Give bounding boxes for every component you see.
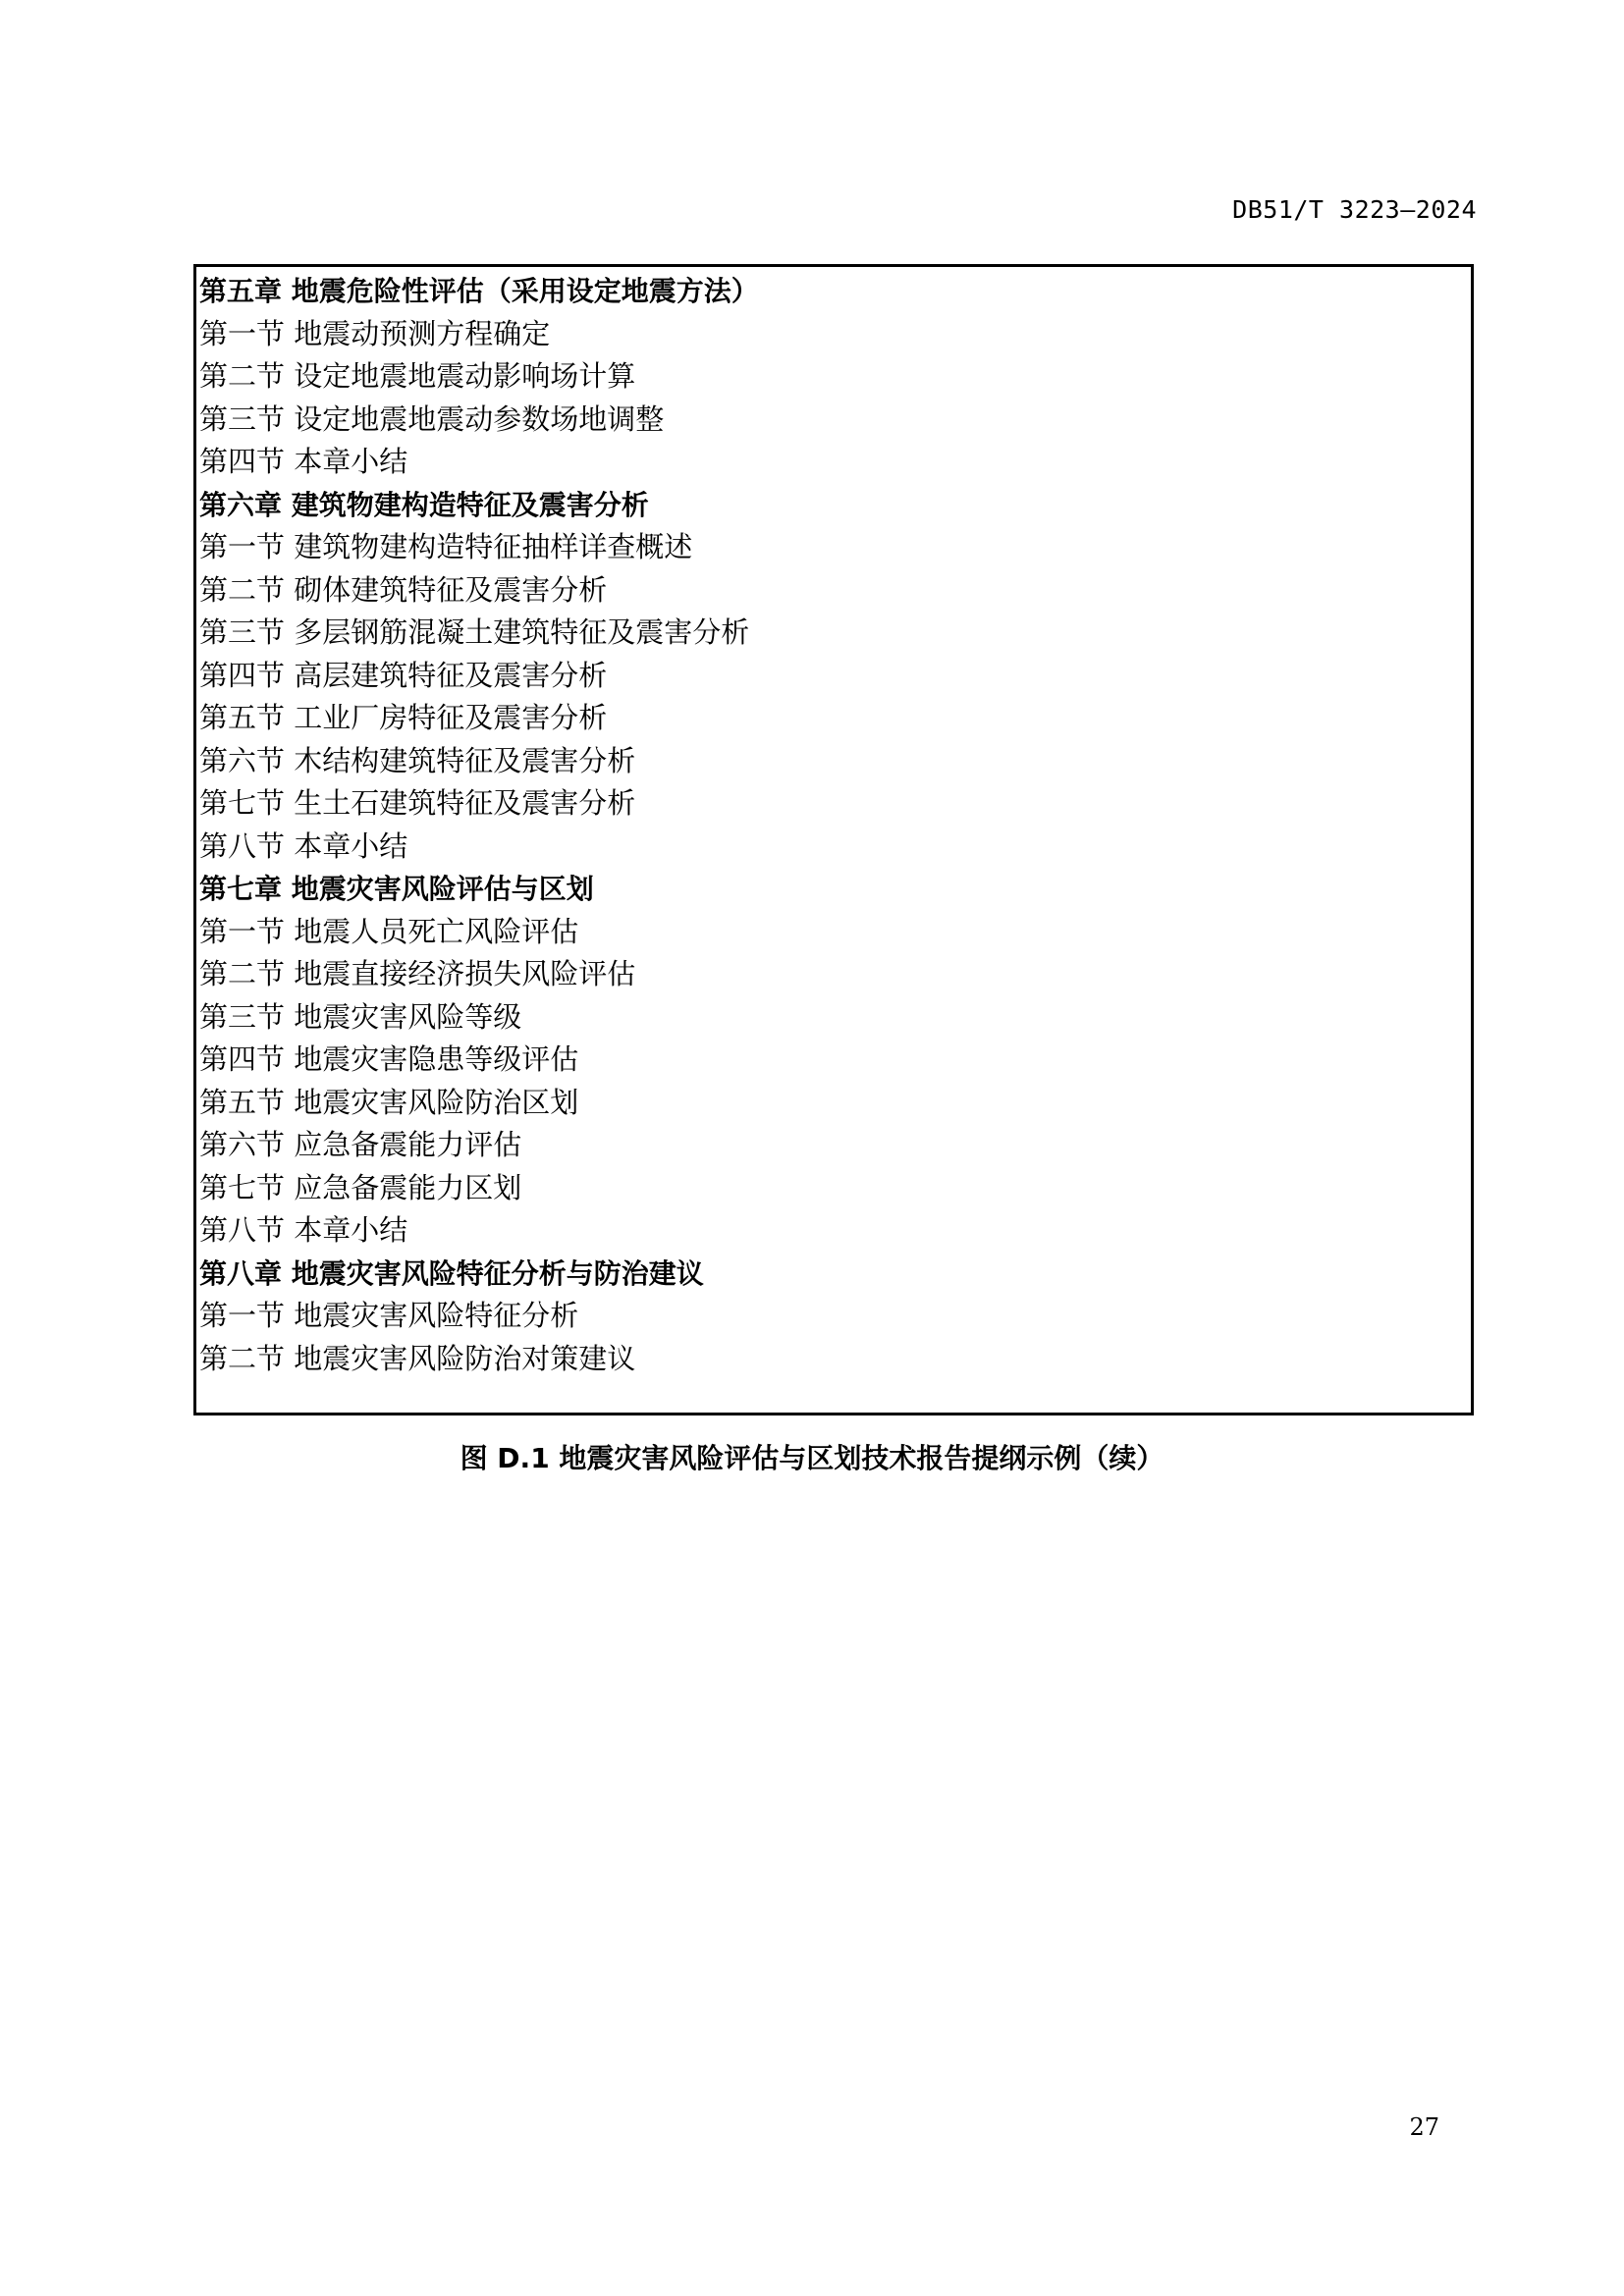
outline-section-item: 第四节 高层建筑特征及震害分析 bbox=[199, 658, 608, 692]
outline-section-item: 第四节 本章小结 bbox=[199, 445, 408, 478]
outline-section-item: 第六节 木结构建筑特征及震害分析 bbox=[199, 743, 636, 777]
outline-section-item: 第四节 地震灾害隐患等级评估 bbox=[199, 1042, 579, 1076]
outline-section-item: 第八节 本章小结 bbox=[199, 828, 408, 863]
outline-section-item: 第七节 应急备震能力区划 bbox=[199, 1170, 522, 1204]
outline-section-item: 第八节 本章小结 bbox=[199, 1213, 408, 1247]
outline-section-item: 第三节 设定地震地震动参数场地调整 bbox=[199, 401, 665, 436]
document-code: DB51/T 3223—2024 bbox=[1232, 195, 1477, 224]
outline-chapter-heading: 第五章 地震危险性评估（采用设定地震方法） bbox=[199, 275, 759, 307]
outline-section-item: 第二节 地震直接经济损失风险评估 bbox=[199, 957, 636, 990]
report-outline-box bbox=[193, 264, 1474, 1415]
outline-section-item: 第一节 地震人员死亡风险评估 bbox=[199, 914, 579, 948]
outline-section-item: 第二节 设定地震地震动影响场计算 bbox=[199, 359, 636, 393]
outline-chapter-heading: 第八章 地震灾害风险特征分析与防治建议 bbox=[199, 1256, 704, 1290]
outline-section-item: 第二节 地震灾害风险防治对策建议 bbox=[199, 1341, 636, 1375]
outline-section-item: 第一节 地震动预测方程确定 bbox=[199, 316, 551, 350]
outline-section-item: 第一节 建筑物建构造特征抽样详查概述 bbox=[199, 530, 693, 563]
figure-caption: 图 D.1 地震灾害风险评估与区划技术报告提纲示例（续） bbox=[460, 1442, 1164, 1474]
outline-section-item: 第三节 地震灾害风险等级 bbox=[199, 999, 522, 1034]
outline-section-item: 第一节 地震灾害风险特征分析 bbox=[199, 1299, 579, 1332]
outline-section-item: 第六节 应急备震能力评估 bbox=[199, 1128, 522, 1161]
outline-chapter-heading: 第六章 建筑物建构造特征及震害分析 bbox=[199, 488, 649, 521]
page-number: 27 bbox=[1409, 2113, 1439, 2141]
outline-section-item: 第三节 多层钢筋混凝土建筑特征及震害分析 bbox=[199, 615, 750, 649]
outline-section-item: 第七节 生土石建筑特征及震害分析 bbox=[199, 786, 636, 820]
outline-section-item: 第五节 工业厂房特征及震害分析 bbox=[199, 701, 608, 734]
outline-section-item: 第五节 地震灾害风险防治区划 bbox=[199, 1085, 579, 1119]
outline-section-item: 第二节 砌体建筑特征及震害分析 bbox=[199, 572, 608, 607]
outline-chapter-heading: 第七章 地震灾害风险评估与区划 bbox=[199, 873, 594, 905]
